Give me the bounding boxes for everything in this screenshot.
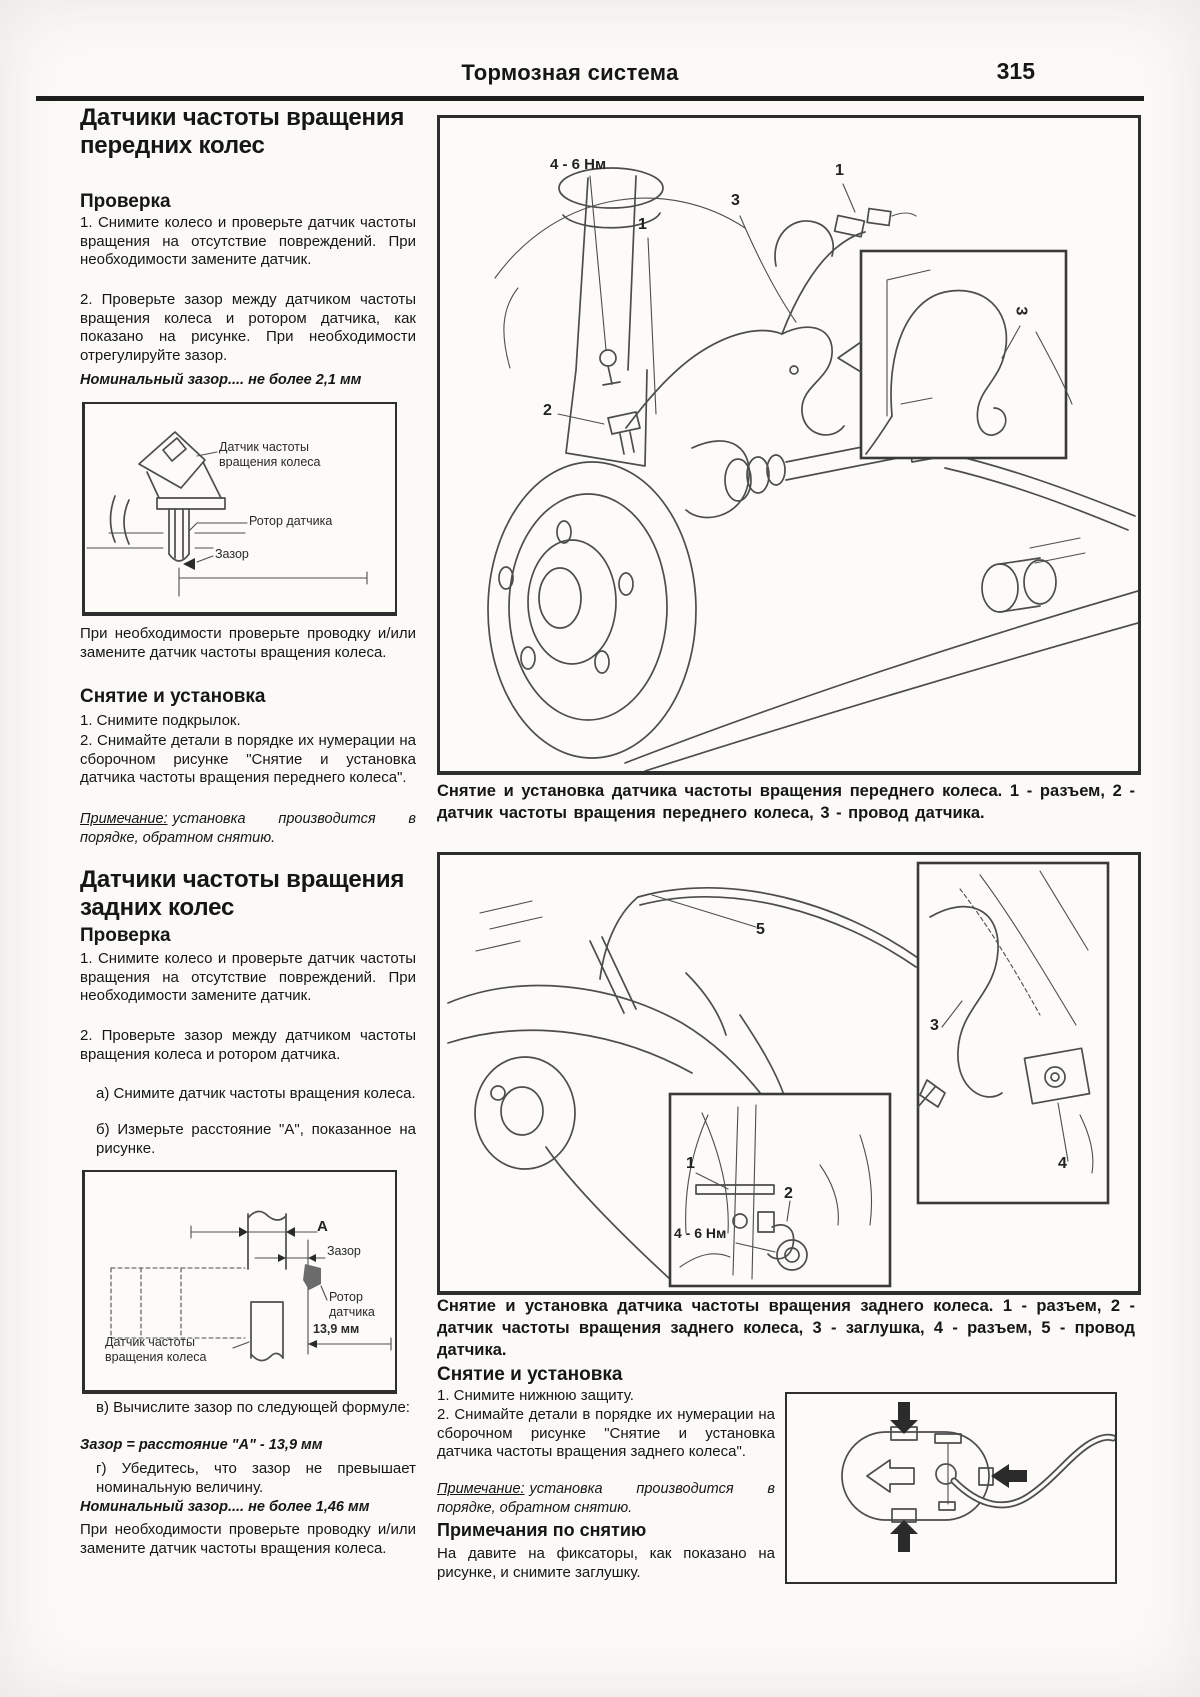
label-gap-rear: Зазор (327, 1244, 361, 1258)
rear-note (437, 1480, 775, 1518)
front-check-step1: 1. Снимите колесо и проверьте датчик частоты вращения на отсутствие повреждений. При необходимости замените датчик. (80, 214, 416, 268)
removal-heading-front: Снятие и установка (80, 686, 266, 707)
front-wheel-assembly-drawing (440, 118, 1138, 771)
removal-notes-heading: Примечания по снятию (437, 1520, 647, 1540)
page-number: 315 (996, 58, 1035, 84)
check-heading-front: Проверка (80, 191, 171, 212)
rear-removal-step1: 1. Снимите нижнюю защиту. (437, 1387, 634, 1404)
page-title: Тормозная система (461, 60, 679, 85)
rear-wheel-assembly-drawing (440, 855, 1138, 1291)
label-sensor-rear: Датчик частоты вращения колеса (105, 1335, 207, 1364)
note-text: установка производится в порядке, обратном снятию. (80, 811, 416, 846)
label-distance-a: A (317, 1218, 328, 1235)
label-sensor-rotor: Ротор датчика (249, 514, 333, 528)
plug-latches-drawing (787, 1394, 1115, 1582)
rear-step2v: в) Вычислите зазор по следующей формуле: (96, 1399, 410, 1416)
figure-plug-latches (785, 1392, 1117, 1584)
figure-rear-wheel-assembly (437, 852, 1141, 1295)
removal-heading-rear: Снятие и установка (437, 1364, 623, 1385)
callout-4-connector: 4 (1058, 1155, 1067, 1172)
note-label: Примечание: (80, 811, 168, 827)
rear-check-step2: 2. Проверьте зазор между датчиком частоты вращения колеса и ротором датчика. (80, 1027, 416, 1063)
label-wheel-speed-sensor: Датчик частоты вращения колеса (219, 440, 321, 469)
inset-callout-3: 3 (1012, 306, 1030, 316)
figure-front-sensor-gap (82, 402, 397, 616)
figure-rear-sensor-gap (82, 1170, 397, 1394)
callout-2-sensor: 2 (543, 402, 552, 419)
label-rotor-rear: Ротор датчика (329, 1290, 375, 1319)
callout-1-bracket: 1 (638, 216, 647, 233)
callout-3-wire: 3 (731, 192, 740, 209)
front-removal-step1: 1. Снимите подкрылок. (80, 712, 241, 729)
front-after-figure-text: При необходимости проверьте проводку и/или замените датчик частоты вращения колеса. (80, 625, 416, 661)
caption-front-figure: Снятие и установка датчика частоты вращения переднего колеса. 1 - разъем, 2 - датчик частоты вращения переднего колеса, 3 - провод датчика. (437, 782, 1135, 822)
front-check-step2: 2. Проверьте зазор между датчиком частоты вращения колеса и ротором датчика, как показано на рисунке. При необходимости отрегулируйте зазор. (80, 291, 416, 364)
rear-step2b: б) Измерьте расстояние "А", показанное на рисунке. (96, 1121, 416, 1157)
rear-nominal-gap-spec: Номинальный зазор.... не более 1,46 мм (80, 1499, 370, 1515)
front-nominal-gap-spec: Номинальный зазор.... не более 2,1 мм (80, 372, 362, 388)
rear-note-text: установка производится в порядке, обратном снятию. (437, 1481, 775, 1516)
callout-1-connector: 1 (835, 162, 844, 179)
rear-gap-formula: Зазор = расстояние "А" - 13,9 мм (80, 1437, 323, 1453)
torque-label-rear: 4 - 6 Нм (674, 1225, 727, 1241)
rear-step2g: г) Убедитесь, что зазор не превышает номинальную величину. (96, 1460, 416, 1496)
header-rule (36, 96, 1144, 101)
callout-3-plug: 3 (930, 1017, 939, 1034)
rear-check-step1: 1. Снимите колесо и проверьте датчик частоты вращения на отсутствие повреждений. При необходимости замените датчик. (80, 950, 416, 1004)
label-dim-139: 13,9 мм (313, 1322, 360, 1336)
section-title-rear-sensors: Датчики частоты вращения задних колес (80, 866, 405, 921)
front-note (80, 810, 416, 848)
callout-1-connector-rear: 1 (686, 1155, 695, 1172)
callout-5-wire: 5 (756, 921, 765, 938)
callout-2-sensor-rear: 2 (784, 1185, 793, 1202)
front-sensor-gap-drawing (85, 404, 395, 612)
label-gap: Зазор (215, 547, 249, 561)
front-removal-step2: 2. Снимайте детали в порядке их нумерации на сборочном рисунке "Снятие и установка датчика частоты вращения переднего колеса". (80, 732, 416, 786)
check-heading-rear: Проверка (80, 925, 171, 946)
rear-note-label: Примечание: (437, 1481, 525, 1497)
rear-step2a: а) Снимите датчик частоты вращения колеса. (96, 1085, 416, 1102)
caption-rear-figure: Снятие и установка датчика частоты вращения заднего колеса. 1 - разъем, 2 - датчик частоты вращения заднего колеса, 3 - заглушка, 4 - разъем, 5 - провод датчика. (437, 1297, 1135, 1359)
torque-label-front: 4 - 6 Нм (550, 156, 607, 173)
rear-removal-step2: 2. Снимайте детали в порядке их нумерации на сборочном рисунке "Снятие и установка датчика частоты вращения заднего колеса". (437, 1406, 775, 1460)
section-title-front-sensors: Датчики частоты вращения передних колес (80, 104, 405, 159)
rear-after-text: При необходимости проверьте проводку и/или замените датчик частоты вращения колеса. (80, 1521, 416, 1557)
removal-notes-body: На давите на фиксаторы, как показано на рисунке, и снимите заглушку. (437, 1545, 775, 1581)
figure-front-wheel-assembly (437, 115, 1141, 775)
